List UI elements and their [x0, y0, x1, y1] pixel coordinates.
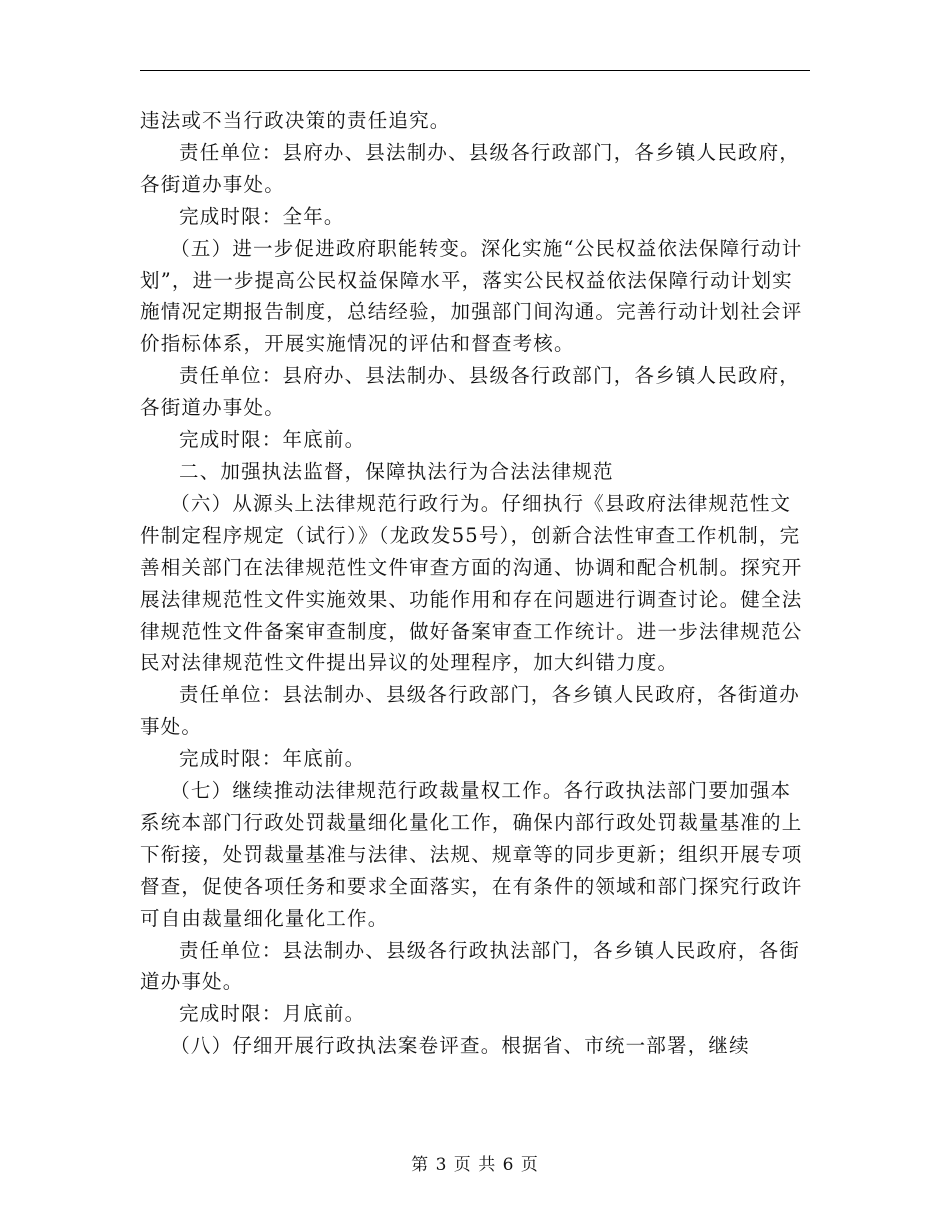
paragraph: （六）从源头上法律规范行政行为。仔细执行《县政府法律规范性文件制定程序规定（试行）》（龙政发55号），创新合法性审查工作机制，完善相关部门在法律规范性文件审查方面的沟通、协调和配合机制。探究开展法律规范性文件实施效果、功能作用和存在问题进行调查讨论。健全法律规范性文件备案审查制度，做好备案审查工作统计。进一步法律规范公民对法律规范性文件提出异议的处理程序，加大纠错力度。 — [140, 491, 803, 675]
paragraph: 违法或不当行政决策的责任追究。 — [140, 109, 451, 132]
paragraph: 完成时限：年底前。 — [179, 428, 366, 452]
paragraph: 责任单位：县府办、县法制办、县级各行政部门，各乡镇人民政府，各街道办事处。 — [140, 364, 801, 420]
page-number: 第 3 页 共 6 页 — [411, 1155, 539, 1175]
paragraph: 完成时限：年底前。 — [179, 747, 366, 771]
document-body — [140, 105, 810, 1062]
header-rule — [140, 70, 810, 71]
paragraph: 责任单位：县府办、县法制办、县级各行政部门，各乡镇人民政府，各街道办事处。 — [140, 140, 801, 196]
paragraph: 责任单位：县法制办、县级各行政部门，各乡镇人民政府，各街道办事处。 — [140, 683, 801, 739]
section-heading: 二、加强执法监督，保障执法行为合法法律规范 — [179, 459, 614, 483]
paragraph: （五）进一步促进政府职能转变。深化实施“公民权益依法保障行动计划”，进一步提高公民权益保障水平，落实公民权益依法保障行动计划实施情况定期报告制度，总结经验，加强部门间沟通。完善行动计划社会评价指标体系，开展实施情况的评估和督查考核。 — [140, 236, 803, 356]
paragraph: 完成时限：全年。 — [179, 204, 345, 228]
paragraph: （七）继续推动法律规范行政裁量权工作。各行政执法部门要加强本系统本部门行政处罚裁量细化量化工作，确保内部行政处罚裁量基准的上下衔接，处罚裁量基准与法律、法规、规章等的同步更新；组织开展专项督查，促使各项任务和要求全面落实，在有条件的领域和部门探究行政许可自由裁量细化量化工作。 — [140, 779, 803, 930]
paragraph: 责任单位：县法制办、县级各行政执法部门，各乡镇人民政府，各街道办事处。 — [140, 938, 801, 994]
paragraph: （八）仔细开展行政执法案卷评查。根据省、市统一部署，继续 — [170, 1034, 750, 1058]
paragraph: 完成时限：月底前。 — [179, 1002, 366, 1026]
